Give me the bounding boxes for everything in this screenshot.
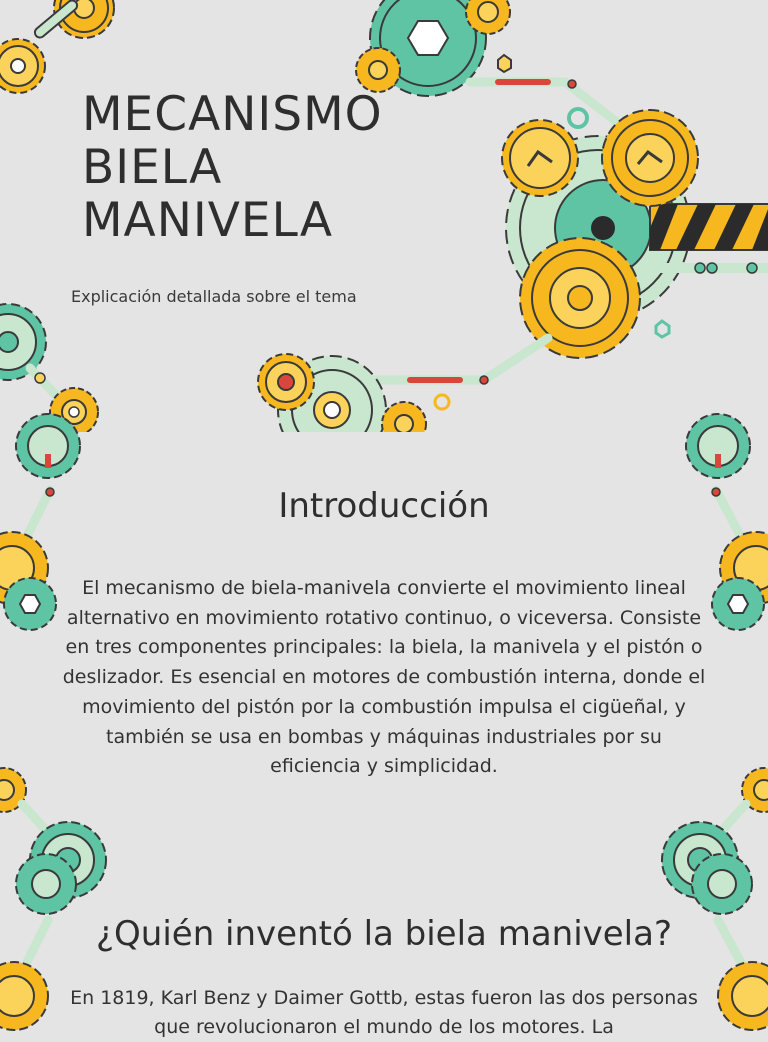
gear-icon — [718, 962, 768, 1030]
gear-icon — [16, 854, 76, 914]
gear-icon — [258, 354, 314, 410]
title-line: MANIVELA — [82, 193, 333, 248]
gear-icon — [466, 0, 510, 34]
section-body-introduccion: El mecanismo de biela-manivela convierte el movimiento lineal alternativo en movimiento rotativo continuo, o viceversa. Consiste en tres componentes principales: la biela, la manivela y el pistón o deslizador. Es esencial en motores de combustión interna, donde el movimiento del pistón por la combustión impulsa el cigüeñal, y también se usa en bombas y máquinas industriales por su eficiencia y simplicidad. — [62, 577, 706, 778]
title-slide — [0, 0, 768, 432]
section-heading-inventor: ¿Quién inventó la biela manivela? — [95, 914, 673, 954]
gear-icon — [356, 48, 400, 92]
gear-icon — [692, 854, 752, 914]
section-body-inventor: En 1819, Karl Benz y Daimer Gottb, estas fueron las dos personas que revolucionaron el mundo de los motores. La — [70, 987, 698, 1038]
hex-nut-icon — [498, 55, 511, 72]
gear-icon — [0, 304, 46, 380]
title-line: MECANISMO — [82, 87, 383, 142]
hex-nut-icon — [656, 321, 669, 337]
gear-icon — [4, 578, 56, 630]
title-line: BIELA — [82, 140, 223, 195]
gear-icon — [686, 414, 750, 478]
gear-icon — [0, 962, 48, 1030]
presentation-title — [82, 88, 383, 247]
gear-icon — [712, 578, 764, 630]
gear-icon — [502, 120, 578, 196]
content-slide — [0, 432, 768, 1038]
gear-icon — [0, 39, 45, 93]
gear-icon — [16, 414, 80, 478]
section-heading-introduccion: Introducción — [278, 486, 490, 526]
presentation-subtitle: Explicación detallada sobre el tema — [71, 287, 357, 306]
hazard-stripe-icon — [650, 204, 768, 250]
gear-icon — [602, 110, 698, 206]
